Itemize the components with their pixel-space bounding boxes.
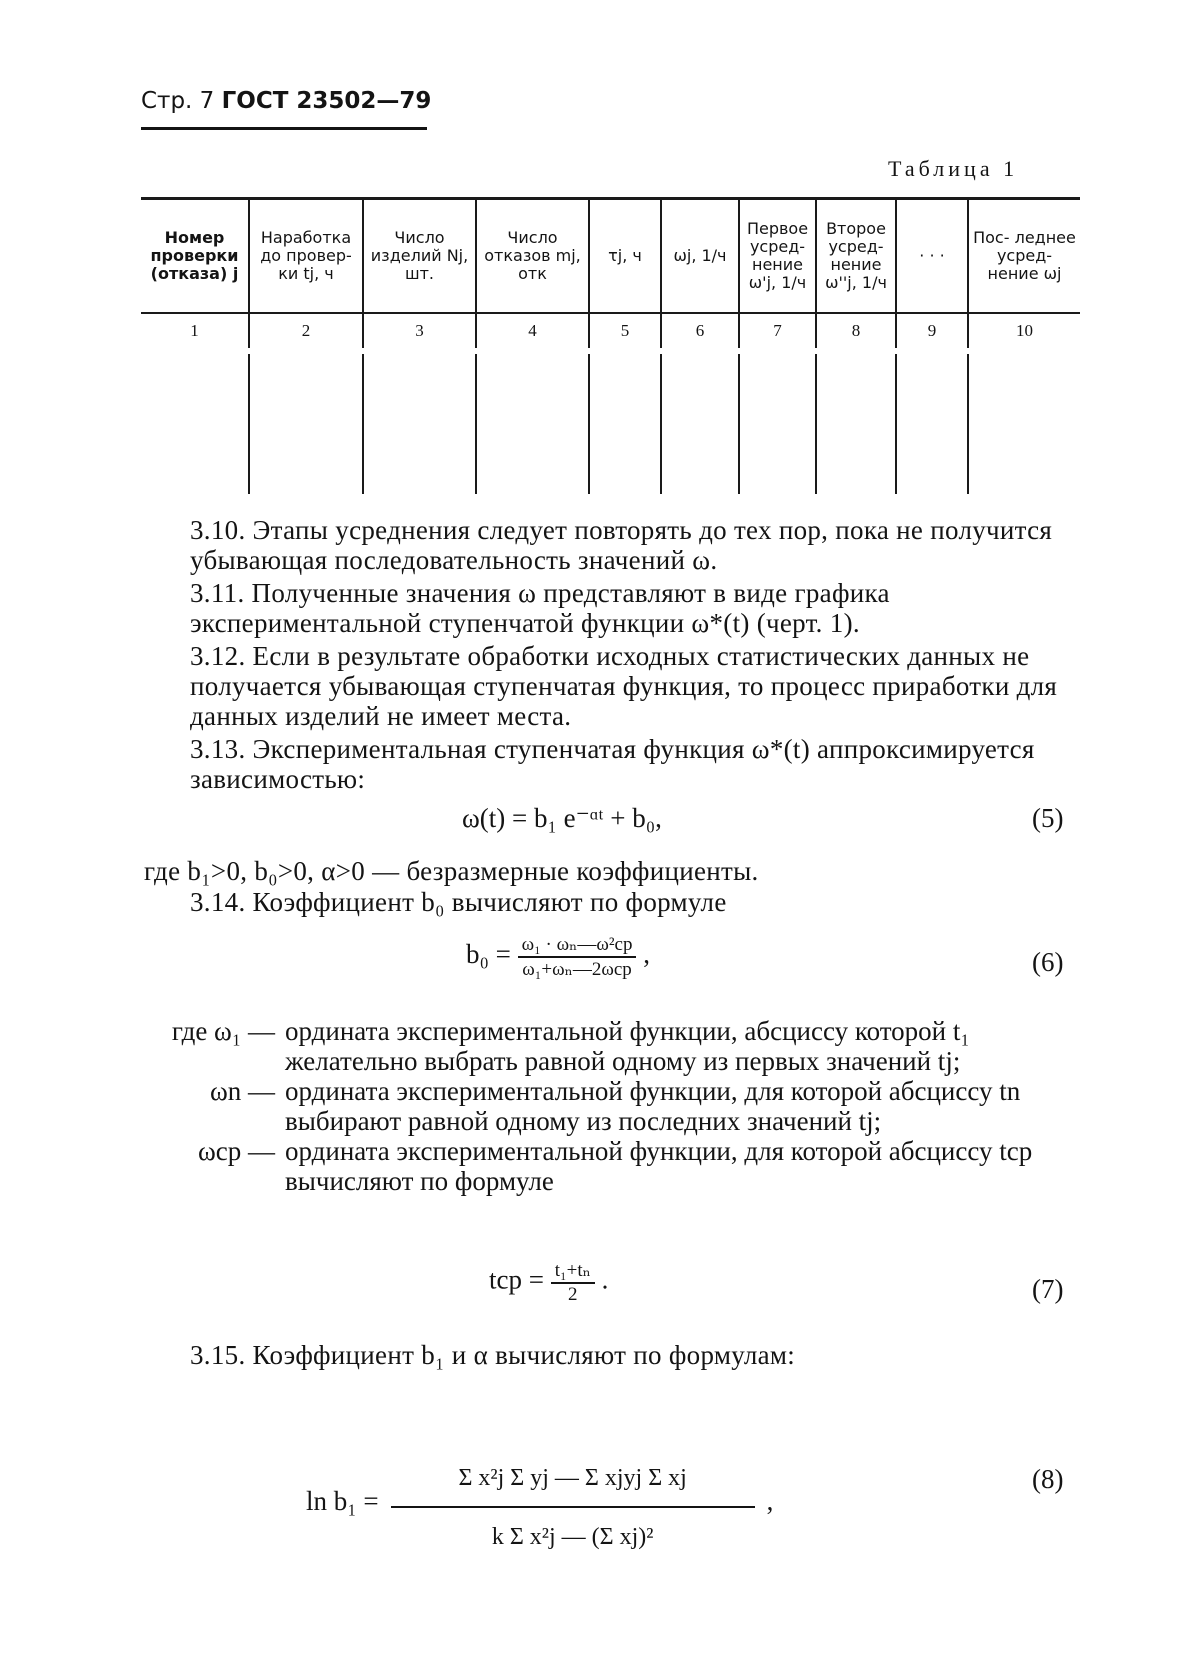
where-coefficients: где b₁>0, b₀>0, α>0 — безразмерные коэффициенты.	[144, 856, 759, 886]
col-header-9: · · ·	[896, 199, 968, 314]
header-rule	[141, 127, 427, 130]
col-header-5: τj, ч	[589, 199, 661, 314]
para-3-12: 3.12. Если в результате обработки исходных статистических данных не получается убывающая ступенчатая функция, то процесс приработки для данных изделий не имеет места.	[190, 641, 1058, 731]
formula-7: tср = $\frac{\text{t₁+tₙ}}{2}$ .	[489, 1260, 609, 1305]
para-3-11: 3.11. Полученные значения ω представляют в виде графика экспериментальной ступенчатой функции ω*(t) (черт. 1).	[190, 578, 890, 638]
formula-7-numerator: t₁+tₙ	[551, 1259, 595, 1284]
col-number: 10	[968, 313, 1080, 351]
formula-8-lhs: ln b₁ =	[306, 1485, 379, 1516]
definition-text: ордината экспериментальной функции, для которой абсциссу tn выбирают равной одному из последних значений tj;	[285, 1076, 1021, 1136]
col-number: 8	[816, 313, 896, 351]
col-header-3: Число изделий Nj, шт.	[363, 199, 476, 314]
para-3-10: 3.10. Этапы усреднения следует повторять до тех пор, пока не получится убывающая последовательность значений ω.	[190, 515, 1053, 575]
para-3-13: 3.13. Экспериментальная ступенчатая функция ω*(t) аппроксимируется зависимостью:	[190, 734, 1035, 794]
col-number: 4	[476, 313, 589, 351]
definition-item	[144, 1136, 1065, 1196]
definitions	[144, 1016, 1065, 1196]
col-header-2: Наработка до провер- ки tj, ч	[249, 199, 363, 314]
table-cell	[968, 351, 1080, 494]
data-table	[141, 197, 1080, 494]
col-header-8: Второе усред- нение ω''j, 1/ч	[816, 199, 896, 314]
definition-text: ордината экспериментальной функции, для которой абсциссу tср вычисляют по формуле	[285, 1136, 1033, 1196]
col-number: 5	[589, 313, 661, 351]
formula-6-fraction	[518, 933, 637, 981]
table-row	[141, 351, 1080, 494]
para-3-15: 3.15. Коэффициент b₁ и α вычисляют по формулам:	[190, 1340, 796, 1370]
col-header-4: Число отказов mj, отк	[476, 199, 589, 314]
table-cell	[141, 351, 249, 494]
formula-6-numerator: ω₁ · ωₙ—ω²ср	[518, 933, 637, 958]
formula-6: b₀ = $\frac{\text{ω₁ · ωₙ—ω²ср}}{\text{ω₁+ωₙ—2ωср}}$ ,	[466, 934, 650, 980]
formula-8-fraction	[391, 1447, 755, 1555]
col-number: 9	[896, 313, 968, 351]
page-number: Стр. 7	[141, 88, 215, 114]
definition-label: ωn —	[209, 1076, 275, 1106]
eq-number-6: (6)	[1032, 947, 1064, 977]
formula-8-denominator: k Σ x²j — (Σ xj)²	[491, 1524, 654, 1550]
table-cell	[896, 351, 968, 494]
col-number: 2	[249, 313, 363, 351]
formula-7-fraction	[551, 1259, 595, 1306]
table-cell	[661, 351, 739, 494]
table-cell	[589, 351, 661, 494]
col-header-6: ωj, 1/ч	[661, 199, 739, 314]
col-number: 3	[363, 313, 476, 351]
col-header-1: Номер проверки (отказа) j	[141, 199, 249, 314]
eq-number-7: (7)	[1032, 1274, 1064, 1304]
formula-5: ω(t) = b₁ e⁻ᵅᵗ + b₀,	[462, 803, 662, 833]
definition-label: ωср —	[197, 1136, 275, 1166]
para-3-14: 3.14. Коэффициент b₀ вычисляют по формуле	[190, 887, 727, 917]
table-cell	[249, 351, 363, 494]
table-caption: Таблица 1	[888, 156, 1019, 181]
definition-item	[144, 1076, 1065, 1136]
table-cell	[739, 351, 816, 494]
formula-8: ln b₁ = $\frac{\text{Σ x²j Σ yj — Σ xjyj Σ xj}}{\text{k Σ x²j — (Σ xj)²}}$ ,	[306, 1447, 773, 1555]
table-cell	[816, 351, 896, 494]
col-header-7: Первое усред- нение ω'j, 1/ч	[739, 199, 816, 314]
table-cell	[476, 351, 589, 494]
eq-number-8: (8)	[1032, 1464, 1064, 1494]
formula-7-denominator: 2	[568, 1284, 578, 1305]
formula-6-denominator: ω₁+ωₙ—2ωср	[522, 959, 632, 980]
col-number: 7	[739, 313, 816, 351]
table-cell	[363, 351, 476, 494]
formula-7-lhs: tср =	[489, 1264, 544, 1295]
col-number: 6	[661, 313, 739, 351]
formula-8-numerator: Σ x²j Σ yj — Σ xjyj Σ xj	[391, 1447, 755, 1508]
definition-text: ордината экспериментальной функции, абсциссу которой t₁ желательно выбрать равной одному из первых значений tj;	[285, 1016, 970, 1076]
standard-code: ГОСТ 23502—79	[221, 88, 432, 114]
eq-number-5: (5)	[1032, 803, 1064, 833]
definition-item	[144, 1016, 1065, 1076]
definition-label: где ω₁ —	[171, 1016, 275, 1046]
col-header-10: Пос- леднее усред- нение ωj	[968, 199, 1080, 314]
col-number: 1	[141, 313, 249, 351]
page-header	[141, 88, 431, 114]
formula-6-lhs: b₀ =	[466, 939, 511, 970]
